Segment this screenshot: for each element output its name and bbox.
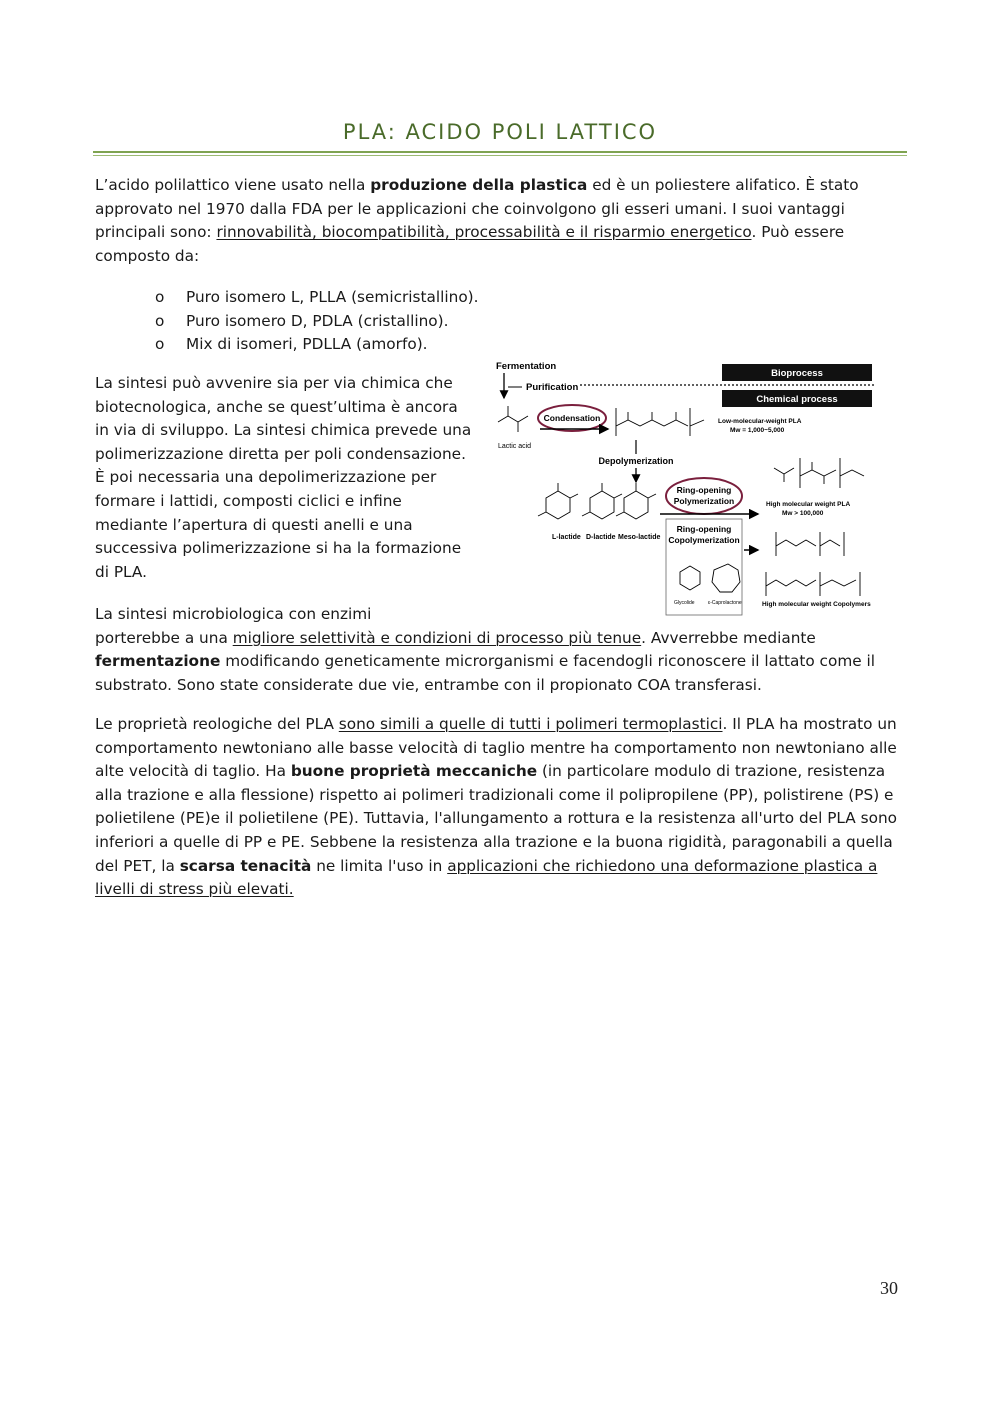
list-item xyxy=(155,333,479,357)
page-title: PLA: ACIDO POLI LATTICO xyxy=(342,120,658,144)
properties-text-2: . Il PLA ha mostrato un comportamento newtoniano alle basse velocità di taglio mentre ha comportamento non newtoniano alle alte velocità di taglio. Ha xyxy=(95,715,897,781)
page-number: 30 xyxy=(880,1278,898,1298)
lactic-acid-structure xyxy=(498,406,528,432)
caprolactone-label: ε-Caprolactone xyxy=(708,600,742,606)
properties-text-3: (in particolare modulo di trazione, resistenza alla trazione e alla flessione) rispetto ai polimeri tradizionali come il polipropilene (PP), polistirene (PS) e polietilene (PE)e il polietilene (PE). Tuttavia, l'allungamento a rottura e la resistenza all'urto del PLA sono inferiori a quelle di PP e PE. Sebbene la resistenza alla trazione e la buona rigidità, paragonabili a quella del PET, la xyxy=(95,762,898,875)
low-mw-range: Mw = 1,000~5,000 xyxy=(730,427,785,434)
bullet-marker: o xyxy=(155,311,165,330)
rop-label-1: Ring-opening xyxy=(676,485,732,495)
properties-bold-1: buone proprietà meccaniche xyxy=(290,762,538,781)
meso-lactide-label: Meso-lactide xyxy=(618,534,661,541)
d-lactide-label: D-lactide xyxy=(586,534,616,541)
isomer-list xyxy=(155,286,479,357)
list-item-text: Mix di isomeri, PDLLA (amorfo). xyxy=(186,335,428,354)
copolymers-label: High molecular weight Copolymers xyxy=(762,601,871,608)
microbio-text-2: porterebbe a una xyxy=(95,628,233,647)
purification-label: Purification xyxy=(526,382,579,393)
fermentation-label: Fermentation xyxy=(496,361,557,372)
microbio-text-1: La sintesi microbiologica con enzimi xyxy=(95,605,372,623)
low-mw-label: Low-molecular-weight PLA xyxy=(718,418,802,425)
list-item xyxy=(155,310,479,334)
microbio-text-3: . Avverrebbe mediante xyxy=(641,628,816,647)
bioprocess-label: Bioprocess xyxy=(771,368,823,379)
lactides-structures xyxy=(538,483,656,519)
ropc-label-2: Copolymerization xyxy=(668,535,740,545)
properties-underline-2: applicazioni che richiedono una deformazione plastica a livelli di stress più elevati. xyxy=(95,856,878,899)
properties-paragraph xyxy=(95,713,905,902)
properties-underline-1: sono simili a quelle di tutti i polimeri termoplastici xyxy=(338,715,723,733)
chemical-process-label: Chemical process xyxy=(756,394,838,405)
intro-bold-1: produzione della plastica xyxy=(370,176,588,194)
intro-text-3: . Può essere composto da: xyxy=(95,223,845,265)
list-item xyxy=(155,286,479,310)
list-item-text: Puro isomero D, PDLA (cristallino). xyxy=(186,311,449,330)
properties-text-1: Le proprietà reologiche del PLA xyxy=(95,715,339,733)
list-item-text: Puro isomero L, PLLA (semicristallino). xyxy=(186,288,479,306)
intro-text-1: L’acido polilattico viene usato nella xyxy=(95,176,371,194)
pla-synthesis-figure xyxy=(490,356,900,618)
high-mw-range: Mw > 100,000 xyxy=(782,510,824,517)
rop-label-2: Polymerization xyxy=(673,496,735,506)
title-divider-thin xyxy=(93,155,907,156)
high-mw-pla-structure xyxy=(774,458,864,488)
properties-bold-2: scarsa tenacità xyxy=(179,856,312,875)
high-mw-label: High molecular weight PLA xyxy=(766,501,851,508)
microbio-underline-1: migliore selettività e condizioni di processo più tenue xyxy=(232,628,642,647)
intro-paragraph xyxy=(95,174,905,268)
synthesis-paragraph: La sintesi può avvenire sia per via chimica che biotecnologica, anche se quest’ultima è ancora in via di sviluppo. La sintesi chimica prevede una polimerizzazione diretta per poli condensazione. È poi necessaria una depolimerizzazione per formare i lattidi, composti ciclici e infine mediante l’apertura di questi anelli e una successiva polimerizzazione si ha la formazione di PLA. xyxy=(95,374,472,581)
microbio-text-4: modificando geneticamente microrganismi e facendogli riconoscere il lattato come il substrato. Sono state considerate due vie, entrambe con il propionato COA transferasi. xyxy=(95,652,876,694)
copolymer-structure xyxy=(766,532,860,596)
depolymerization-label: Depolymerization xyxy=(598,456,674,466)
ropc-label-1: Ring-opening xyxy=(676,524,732,534)
intro-text-2: ed è un poliestere alifatico. È stato approvato nel 1970 dalla FDA per le applicazioni che coinvolgono gli esseri umani. I suoi vantaggi principali sono: xyxy=(95,176,859,242)
bullet-marker: o xyxy=(155,335,165,354)
synthesis-diagram xyxy=(490,356,900,618)
l-lactide-label: L-lactide xyxy=(552,534,581,541)
intro-underline-1: rinnovabilità, biocompatibilità, processabilità e il risparmio energetico xyxy=(216,223,752,242)
glycolide-label: Glycolide xyxy=(674,600,695,606)
microbio-paragraph xyxy=(95,603,905,697)
comonomer-structures xyxy=(680,564,740,592)
title-divider xyxy=(93,151,907,153)
oligomer-structure xyxy=(616,408,704,436)
condensation-label: Condensation xyxy=(543,413,601,423)
properties-text-4: ne limita l'uso in xyxy=(311,856,448,875)
lactic-acid-label: Lactic acid xyxy=(498,443,532,450)
microbio-bold-1: fermentazione xyxy=(95,652,221,671)
bullet-marker: o xyxy=(155,288,165,306)
